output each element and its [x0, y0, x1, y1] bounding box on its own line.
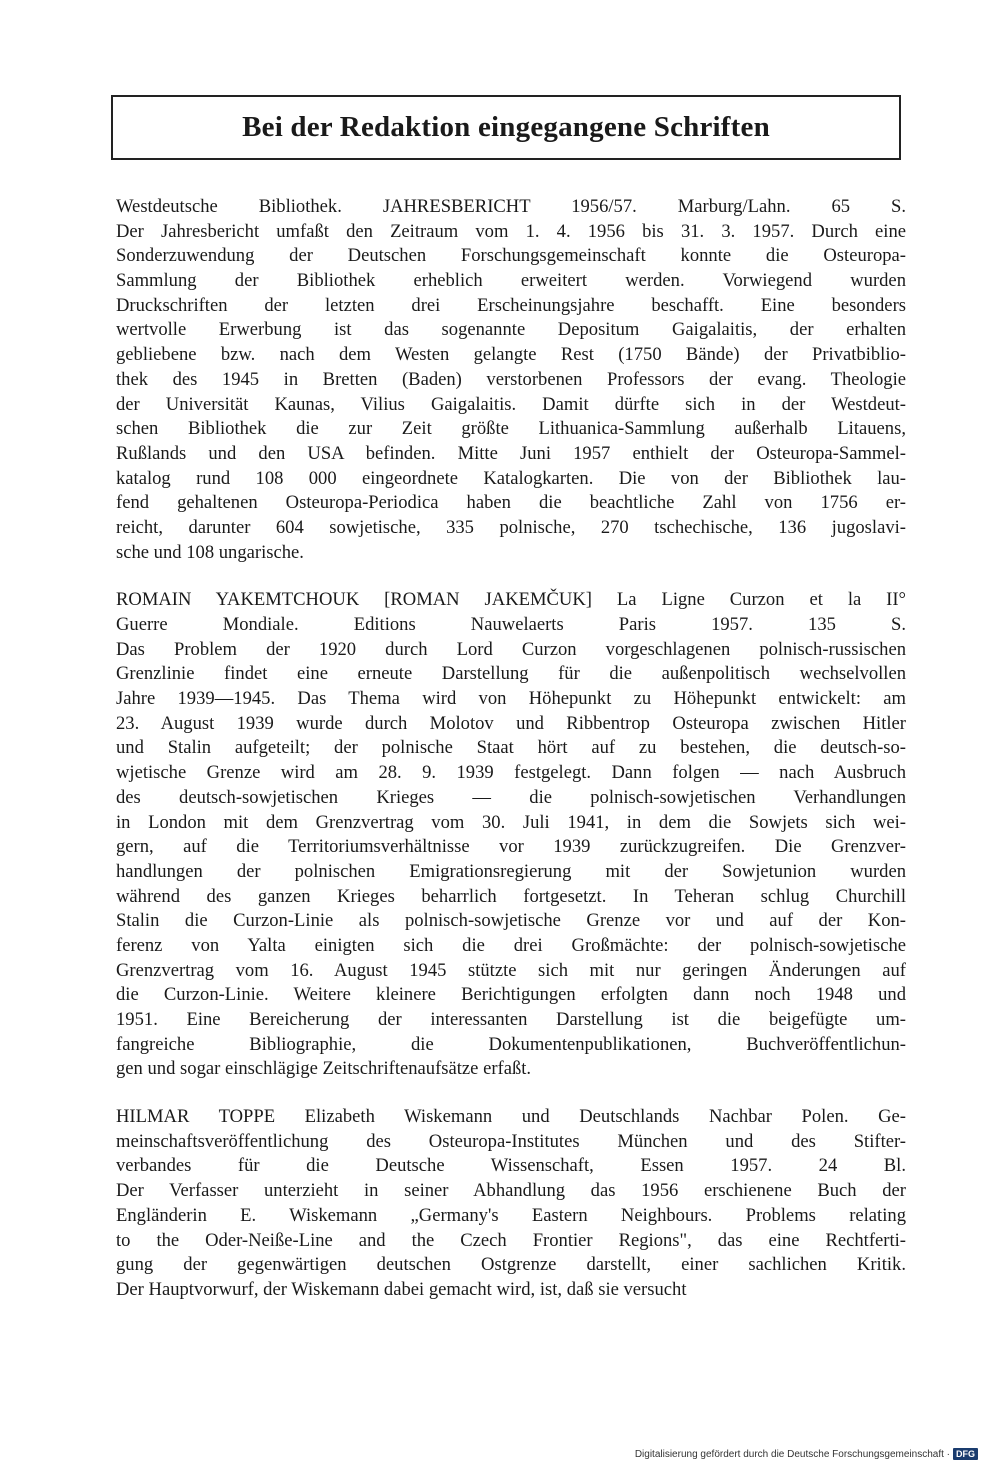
text-line: schen Bibliothek die zur Zeit größte Lithuanica-Sammlung außerhalb Litauens, [116, 418, 906, 440]
text-line: 1951. Eine Bereicherung der interessanten Darstellung ist die beigefügte um- [116, 1009, 906, 1030]
text-line: gern, auf die Territoriumsverhältnisse vor 1939 zurückzugreifen. Die Grenzver- [116, 836, 906, 858]
text-line: to the Oder-Neiße-Line and the Czech Frontier Regions", das eine Rechtferti- [116, 1229, 906, 1251]
text-line: Der Verfasser unterzieht in seiner Abhandlung das 1956 erschienene Buch der [116, 1180, 906, 1202]
text-line: ROMAIN YAKEMTCHOUK [ROMAN JAKEMČUK] La Ligne Curzon et la II° [116, 589, 906, 611]
text-line: Engländerin E. Wiskemann „Germany's Eastern Neighbours. Problems relating [116, 1204, 906, 1226]
page-title: Bei der Redaktion eingegangene Schriften [242, 111, 770, 143]
text-line: Westdeutsche Bibliothek. JAHRESBERICHT 1956/57. Marburg/Lahn. 65 S. [116, 196, 906, 217]
document-body [116, 195, 906, 1326]
text-line: gung der gegenwärtigen deutschen Ostgrenze darstellt, einer sachlichen Kritik. [116, 1254, 906, 1276]
text-line: meinschaftsveröffentlichung des Osteuropa-Institutes München und des Stifter- [116, 1130, 906, 1152]
text-line: wertvolle Erwerbung ist das sogenannte Depositum Gaigalaitis, der erhalten [116, 319, 906, 341]
entry [116, 1105, 906, 1303]
text-line: Das Problem der 1920 durch Lord Curzon vorgeschlagenen polnisch-russischen [116, 638, 906, 660]
title-box [111, 95, 901, 160]
text-line: thek des 1945 in Bretten (Baden) verstorbenen Professors der evang. Theologie [116, 368, 906, 390]
text-line: Der Jahresbericht umfaßt den Zeitraum vom 1. 4. 1956 bis 31. 3. 1957. Durch eine [116, 220, 906, 242]
text-line: des deutsch-sowjetischen Krieges — die polnisch-sowjetischen Verhandlungen [116, 786, 906, 808]
text-line: fangreiche Bibliographie, die Dokumentenpublikationen, Buchveröffentlichun- [116, 1033, 906, 1055]
text-line: Guerre Mondiale. Editions Nauwelaerts Paris 1957. 135 S. [116, 614, 906, 635]
text-line: Der Hauptvorwurf, der Wiskemann dabei gemacht wird, ist, daß sie versucht [116, 1278, 687, 1300]
text-line: Sammlung der Bibliothek erheblich erweitert werden. Vorwiegend wurden [116, 270, 906, 292]
text-line: sche und 108 ungarische. [116, 541, 304, 563]
text-line: Stalin die Curzon-Linie als polnisch-sowjetische Grenze vor und auf der Kon- [116, 910, 906, 932]
footer [635, 1448, 978, 1460]
text-line: fend gehaltenen Osteuropa-Periodica haben die beachtliche Zahl von 1756 er- [116, 492, 906, 514]
text-line: während des ganzen Krieges beharrlich fortgesetzt. In Teheran schlug Churchill [116, 885, 906, 907]
text-line: in London mit dem Grenzvertrag vom 30. Juli 1941, in dem die Sowjets sich wei- [116, 811, 906, 833]
text-line: der Universität Kaunas, Vilius Gaigalaitis. Damit dürfte sich in der Westdeut- [116, 393, 906, 415]
text-line: gen und sogar einschlägige Zeitschriftenaufsätze erfaßt. [116, 1058, 532, 1080]
text-line: reicht, darunter 604 sowjetische, 335 polnische, 270 tschechische, 136 jugoslavi- [116, 516, 906, 538]
entry [116, 195, 906, 565]
text-line: Druckschriften der letzten drei Erscheinungsjahre beschafft. Eine besonders [116, 294, 906, 316]
text-line: wjetische Grenze wird am 28. 9. 1939 festgelegt. Dann folgen — nach Ausbruch [116, 762, 906, 784]
text-line: verbandes für die Deutsche Wissenschaft, Essen 1957. 24 Bl. [116, 1155, 906, 1177]
text-line: und Stalin aufgeteilt; der polnische Staat hört auf zu bestehen, die deutsch-so- [116, 737, 906, 759]
text-line: HILMAR TOPPE Elizabeth Wiskemann und Deutschlands Nachbar Polen. Ge- [116, 1106, 906, 1128]
text-line: Sonderzuwendung der Deutschen Forschungsgemeinschaft konnte die Osteuropa- [116, 245, 906, 267]
dfg-logo: DFG [953, 1448, 978, 1460]
text-line: katalog rund 108 000 eingeordnete Katalogkarten. Die von der Bibliothek lau- [116, 467, 906, 489]
text-line: Rußlands und den USA befinden. Mitte Juni 1957 enthielt der Osteuropa-Sammel- [116, 442, 906, 464]
entry [116, 588, 906, 1082]
text-line: gebliebene bzw. nach dem Westen gelangte Rest (1750 Bände) der Privatbiblio- [116, 344, 906, 366]
text-line: handlungen der polnischen Emigrationsregierung mit der Sowjetunion wurden [116, 860, 906, 882]
text-line: Grenzvertrag vom 16. August 1945 stützte sich mit nur geringen Änderungen auf [116, 959, 906, 981]
text-line: ferenz von Yalta einigten sich die drei Großmächte: der polnisch-sowjetische [116, 934, 906, 956]
text-line: die Curzon-Linie. Weitere kleinere Berichtigungen erfolgten dann noch 1948 und [116, 984, 906, 1006]
text-line: Grenzlinie findet eine erneute Darstellung für die außenpolitisch wechselvollen [116, 663, 906, 685]
text-line: 23. August 1939 wurde durch Molotov und Ribbentrop Osteuropa zwischen Hitler [116, 712, 906, 734]
text-line: Jahre 1939—1945. Das Thema wird von Höhepunkt zu Höhepunkt entwickelt: am [116, 688, 906, 710]
footer-text: Digitalisierung gefördert durch die Deutsche Forschungsgemeinschaft · [634, 1448, 950, 1460]
